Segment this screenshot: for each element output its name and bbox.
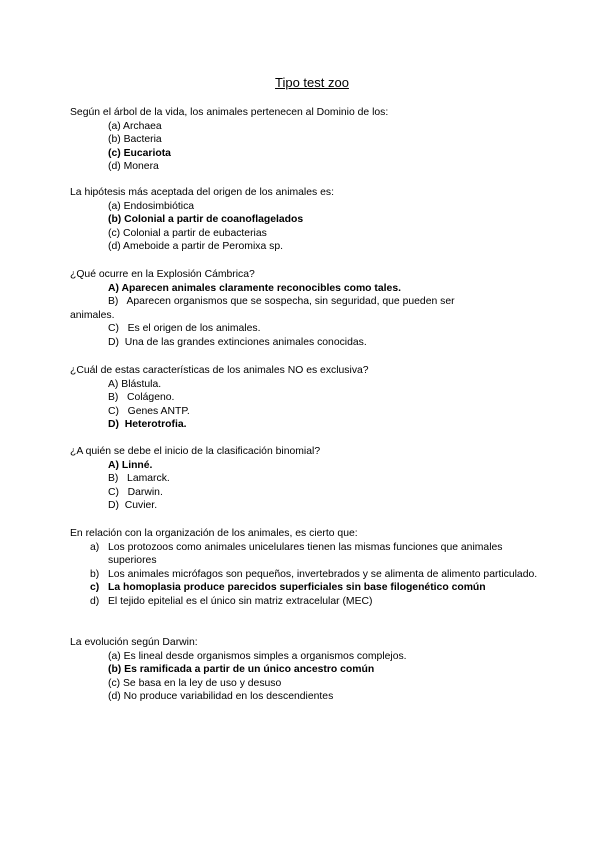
option-text: Los animales micrófagos son pequeños, invertebrados y se alimenta de alimento particulado.	[108, 568, 538, 580]
option-letter: a)	[90, 541, 100, 553]
question-1	[70, 106, 550, 174]
question-stem: En relación con la organización de los animales, es cierto que:	[70, 528, 358, 539]
question-3	[70, 268, 550, 350]
option-text: Los protozoos como animales unicelulares tienen las mismas funciones que animales superiores	[108, 541, 503, 567]
option-a-correct: A) Aparecen animales claramente reconocibles como tales.	[108, 282, 401, 294]
question-stem: La evolución según Darwin:	[70, 637, 198, 648]
option-c: C) Darwin.	[108, 486, 163, 498]
option-b-continuation: animales.	[70, 309, 115, 321]
question-7	[70, 636, 550, 704]
question-6	[70, 527, 550, 609]
option-d-correct: D) Heterotrofia.	[108, 419, 187, 431]
option-d: (d) Ameboide a partir de Peromixa sp.	[108, 241, 283, 253]
option-c: (c) Colonial a partir de eubacterias	[108, 227, 267, 239]
option-c-correct	[70, 581, 550, 595]
option-d	[70, 595, 550, 609]
option-a	[70, 541, 550, 568]
option-letter: c)	[90, 582, 100, 594]
question-2	[70, 186, 550, 254]
option-a: A) Blástula.	[108, 378, 162, 390]
option-c: (c) Se basa en la ley de uso y desuso	[108, 677, 282, 689]
question-stem: ¿A quién se debe el inicio de la clasificación binomial?	[70, 446, 321, 457]
option-c: C) Genes ANTP.	[108, 405, 190, 417]
question-stem: La hipótesis más aceptada del origen de los animales es:	[70, 187, 334, 198]
option-d: (d) No produce variabilidad en los descendientes	[108, 691, 334, 703]
document-title: Tipo test zoo	[275, 75, 349, 90]
option-d: D) Cuvier.	[108, 500, 158, 512]
option-c: C) Es el origen de los animales.	[108, 323, 261, 335]
option-d: D) Una de las grandes extinciones animales conocidas.	[108, 336, 367, 348]
option-b: B) Aparecen organismos que se sospecha, sin seguridad, que pueden ser	[108, 296, 455, 308]
option-c-correct: (c) Eucariota	[108, 147, 171, 159]
option-b: (b) Bacteria	[108, 134, 162, 146]
question-5	[70, 445, 550, 513]
option-d: (d) Monera	[108, 161, 159, 173]
option-a: (a) Endosimbiótica	[108, 200, 195, 212]
option-b-correct: (b) Colonial a partir de coanoflagelados	[108, 214, 304, 226]
question-stem: ¿Cuál de estas características de los animales NO es exclusiva?	[70, 365, 369, 376]
option-a-correct: A) Linné.	[108, 459, 153, 471]
option-a: (a) Es lineal desde organismos simples a organismos complejos.	[108, 650, 407, 662]
option-b: B) Lamarck.	[108, 473, 170, 485]
option-b: B) Colágeno.	[108, 392, 175, 404]
option-text: El tejido epitelial es el único sin matriz extracelular (MEC)	[108, 595, 373, 607]
option-text: La homoplasia produce parecidos superficiales sin base filogenético común	[108, 582, 486, 594]
question-4	[70, 364, 550, 432]
option-b	[70, 568, 550, 582]
option-letter: d)	[90, 595, 100, 607]
option-a: (a) Archaea	[108, 120, 162, 132]
option-letter: b)	[90, 568, 100, 580]
option-b-correct: (b) Es ramificada a partir de un único ancestro común	[108, 664, 375, 676]
question-stem: ¿Qué ocurre en la Explosión Cámbrica?	[70, 269, 255, 280]
question-stem: Según el árbol de la vida, los animales pertenecen al Dominio de los:	[70, 107, 389, 118]
